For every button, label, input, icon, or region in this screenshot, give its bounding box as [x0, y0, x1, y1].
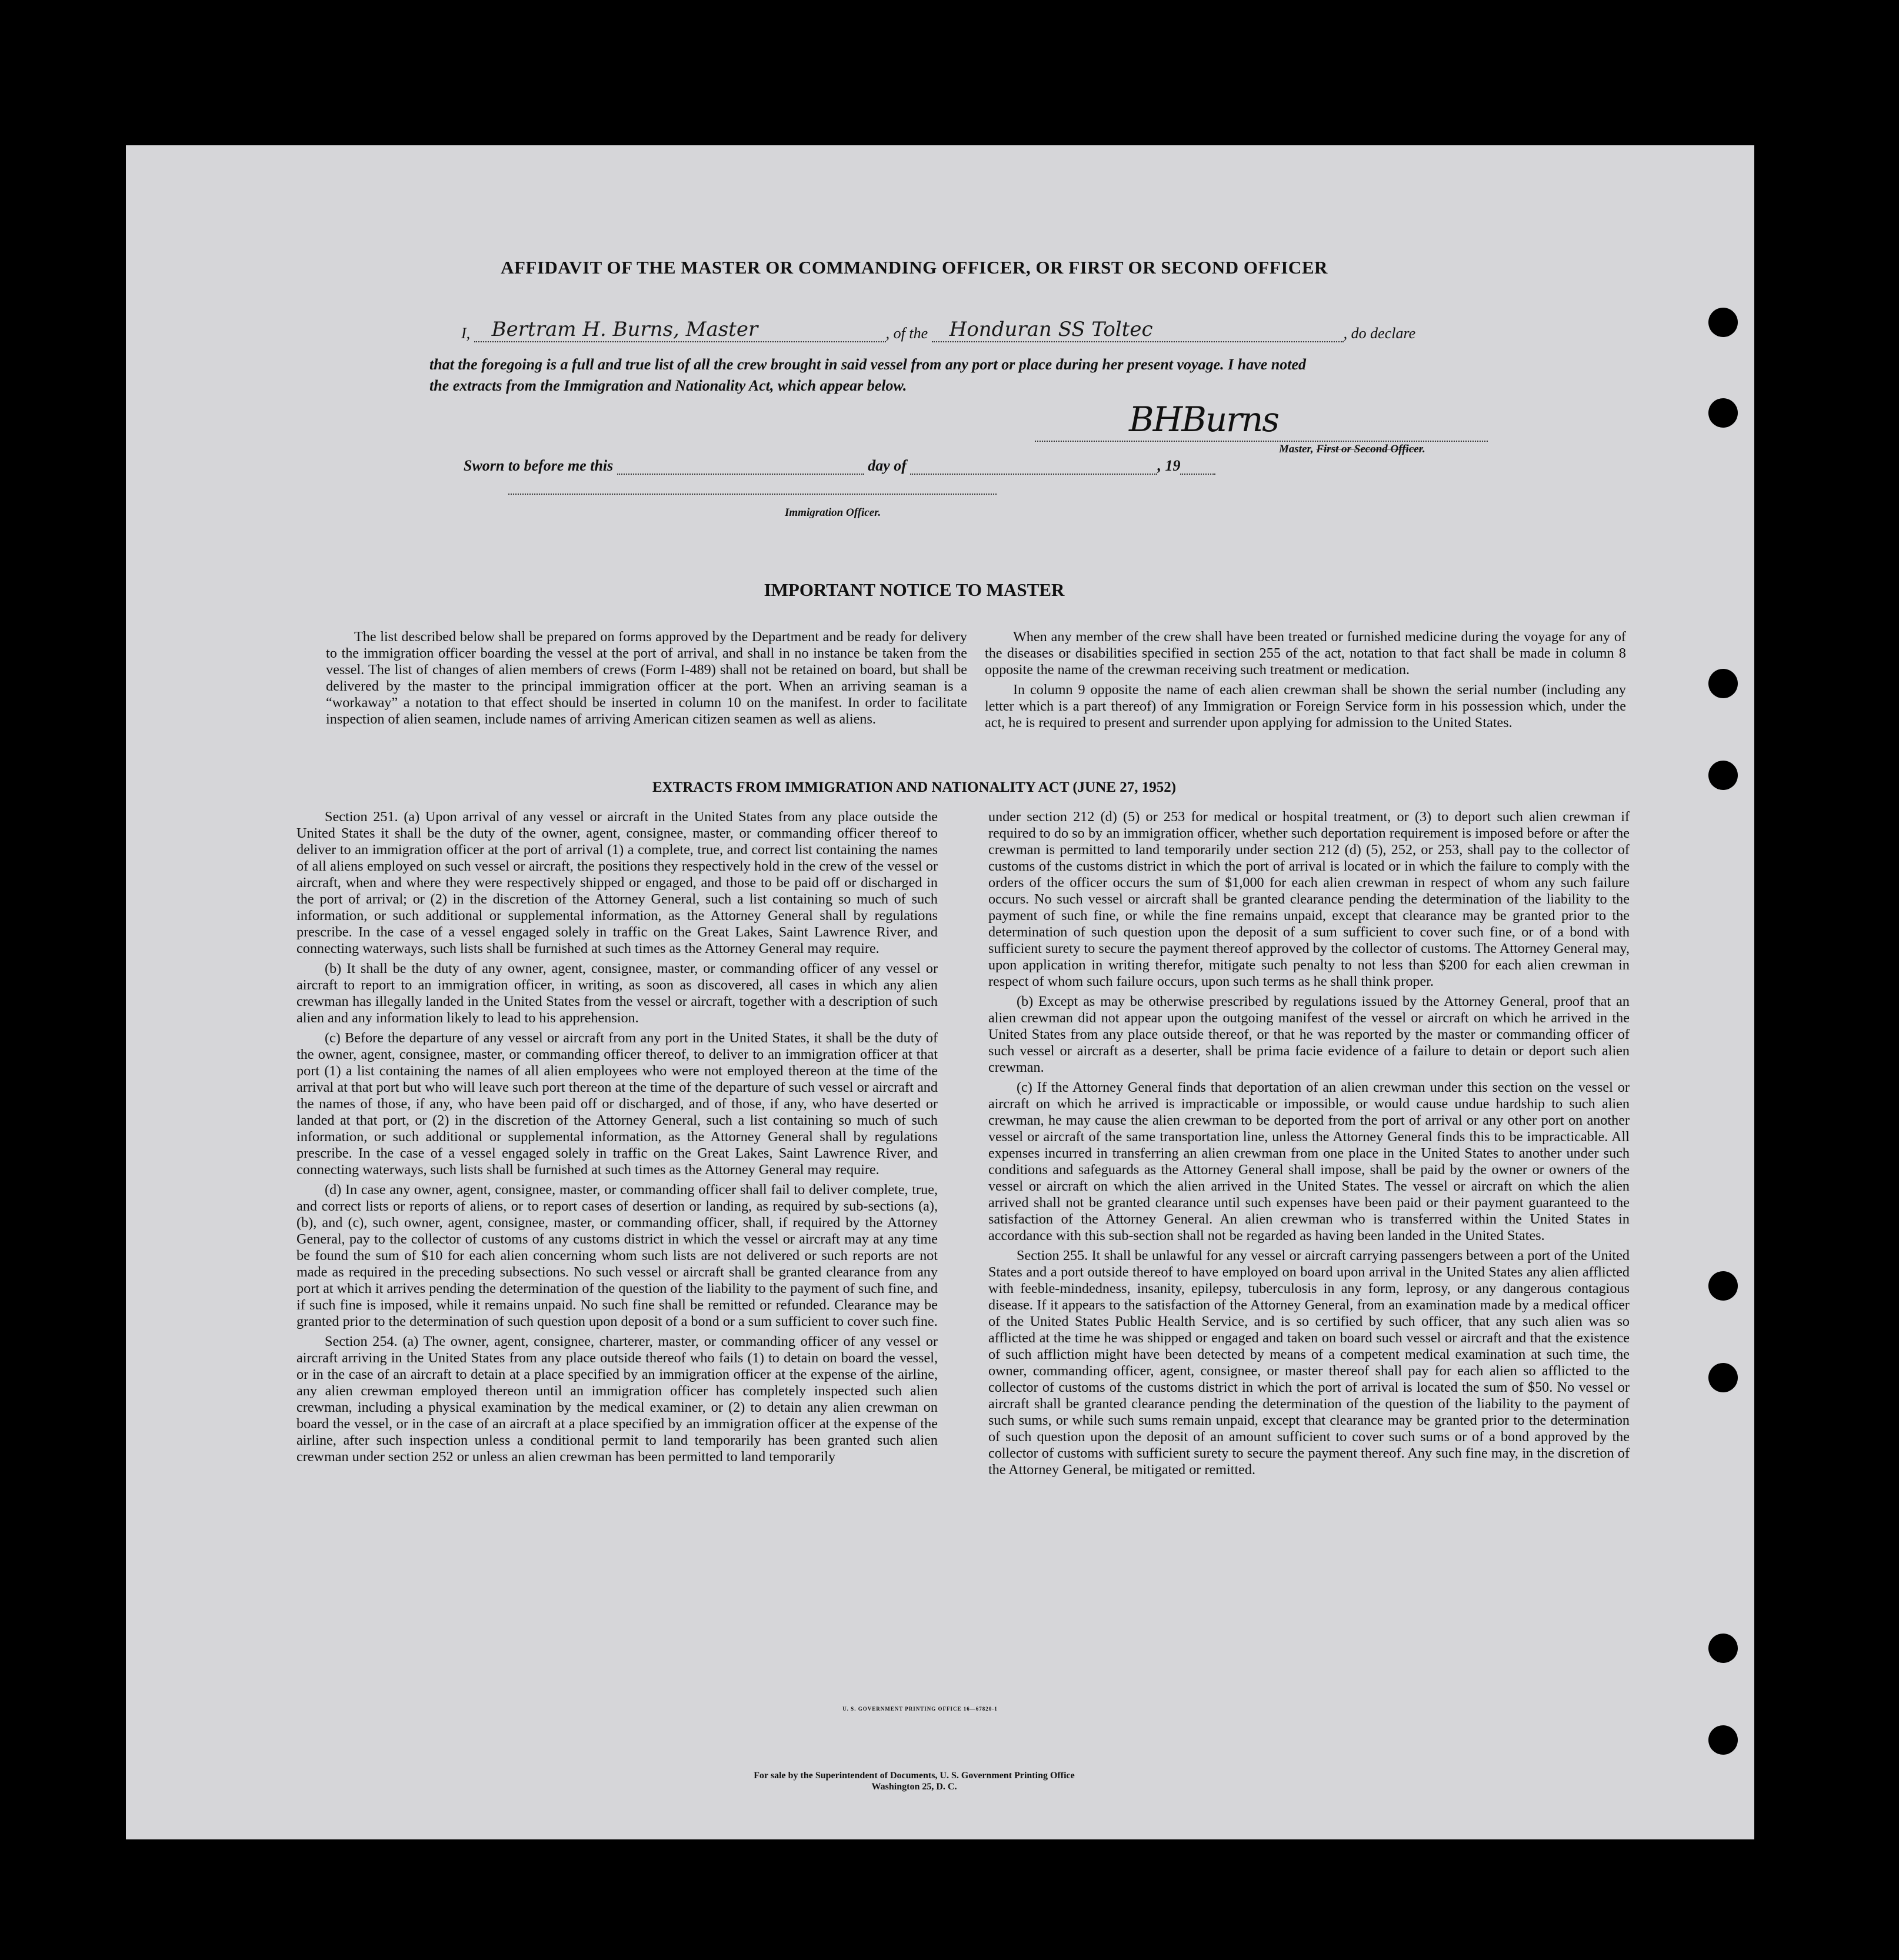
binder-hole [1708, 398, 1738, 428]
notice-left-column [326, 629, 967, 728]
declaration-line [461, 318, 1614, 342]
sale-notice-line-2: Washington 25, D. C. [871, 1782, 957, 1792]
declaration-statement-1: that the foregoing is a full and true list of all the crew brought in said vessel from any port or place during her present voyage. I have noted [429, 356, 1307, 373]
sworn-line [464, 457, 1370, 475]
sworn-month-field [910, 474, 1157, 475]
notice-paragraph: When any member of the crew shall have been treated or furnished medicine during the voyage for any of the diseases or disabilities specified in section 255 of the act, notation to that fact shall be made in column 8 opposite the name of the crewman receiving such treatment or medication. [985, 629, 1626, 678]
notice-paragraph: The list described below shall be prepared on forms approved by the Department and be ready for delivery to the immigration officer boarding the vessel at the port of arrival, and shall in no instance be taken from the vessel. The list of changes of alien members of crews (Form I-489) shall not be retained on board, but shall be delivered by the master to the principal immigration officer at the port. When an arriving seaman is a “workaway” a notation to that effect should be inserted in column 10 on the manifest. In order to facilitate inspection of alien seamen, include names of arriving American citizen seamen as well as aliens. [326, 629, 967, 727]
extract-paragraph: Section 255. It shall be unlawful for any vessel or aircraft carrying passengers between a port of the United States and a port outside thereof to have employed on board upon arrival in the United States any alien afflicted with feeble-mindedness, insanity, epilepsy, tuberculosis in any form, leprosy, or any dangerous contagious disease. If it appears to the satisfaction of the Attorney General, from an examination made by a medical officer of the United States Public Health Service, and is so certified by such officer, that any such alien was so afflicted at the time he was shipped or engaged and taken on board such vessel or aircraft and that the existence of such affliction might have been detected by means of a competent medical examination at such time, the owner, commanding officer, agent, consignee, or master thereof shall pay for each alien so afflicted to the collector of customs of the customs district in which the port of arrival is located the sum of $50. No vessel or aircraft shall be granted clearance pending the determination of the question of the liability to the payment of such sums, or while such sums remain unpaid, except that clearance may be granted prior to the determination of such question upon the deposit of an amount sufficient to cover such sums or of a bond approved by the collector of customs with sufficient surety to secure the payment thereof. Any such fine may, in the discretion of the Attorney General, be mitigated or remitted. [988, 1248, 1630, 1478]
immigration-officer-line [508, 494, 997, 495]
signature-caption-end: . [1422, 443, 1425, 455]
declarant-name-field [474, 318, 886, 342]
affidavit-title: AFFIDAVIT OF THE MASTER OR COMMANDING OFFICER, OR FIRST OR SECOND OFFICER [501, 257, 1328, 278]
extracts-title: EXTRACTS FROM IMMIGRATION AND NATIONALITY ACT (JUNE 27, 1952) [652, 779, 1177, 795]
sale-notice [479, 1770, 1350, 1792]
document-page [126, 145, 1754, 1839]
signature-caption-struck: First or Second Officer [1316, 443, 1423, 455]
sworn-year-field [1180, 474, 1215, 475]
year-label: , 19 [1157, 457, 1181, 474]
sworn-day-field [617, 474, 864, 475]
declaration-prefix: I, [461, 325, 471, 342]
immigration-officer-label: Immigration Officer. [785, 506, 881, 519]
notice-right-column [985, 629, 1626, 731]
extract-paragraph: (b) Except as may be otherwise prescribed by regulations issued by the Attorney General, proof that an alien crewman did not appear upon the outgoing manifest of the vessel or aircraft on which he arrived in the United States from any place outside thereof, or that he was reported by the master or commanding officer of such vessel or aircraft as a deserter, shall be prima facie evidence of a failure to detain or deport such alien crewman. [988, 994, 1630, 1075]
extracts-right-column [988, 809, 1630, 1478]
of-label: , of the [885, 325, 928, 342]
day-of-label: day of [868, 457, 907, 474]
binder-hole [1708, 669, 1738, 698]
extract-paragraph: (c) Before the departure of any vessel or aircraft from any port in the United States, it shall be the duty of the owner, agent, consignee, master, or commanding officer thereof, to deliver to an immigration officer at that port (1) a list containing the names of all alien employees who were not employed thereon at the time of the arrival at that port but who will leave such port thereon at the time of the departure of such vessel or aircraft and the names of those, if any, who have been paid off or discharged, and of those, if any, who have deserted or landed at that port, or (2) in the discretion of the Attorney General, such a list containing so much of such information, or such additional or supplemental information, as the Attorney General shall by regulations prescribe. In the case of a vessel engaged solely in traffic on the Great Lakes, Saint Lawrence River, and connecting waterways, such lists shall be furnished at such times as the Attorney General may require. [296, 1030, 938, 1178]
extract-paragraph: under section 212 (d) (5) or 253 for medical or hospital treatment, or (3) to deport such alien crewman if required to do so by an immigration officer, whether such deportation requirement is imposed before or after the crewman is permitted to land temporarily under section 212 (d) (5), 252, or 253, shall pay to the collector of customs of the customs district in which the port of arrival is located or in which the failure to comply with the orders of the officer occurs the sum of $1,000 for each alien crewman in respect of whom any such failure occurs. No such vessel or aircraft shall be granted clearance pending the determination of the liability to the payment of such fine, or while the fine remains unpaid, except that clearance may be granted prior to the determination of such question upon the deposit of a sum sufficient to cover such fine, or of a bond with sufficient surety to secure the payment thereof approved by the collector of customs. The Attorney General may, upon application in writing therefor, mitigate such penalty to not less than $200 for each alien crewman in respect of whom such failure occurs, upon such terms as he shall think proper. [988, 809, 1630, 989]
notice-title: IMPORTANT NOTICE TO MASTER [764, 579, 1065, 600]
binder-hole [1708, 1634, 1738, 1663]
declarant-name: Bertram H. Burns, Master [491, 318, 758, 341]
binder-hole [1708, 761, 1738, 790]
extract-paragraph: Section 254. (a) The owner, agent, consignee, charterer, master, or commanding officer of any vessel or aircraft arriving in the United States from any place outside thereof who fails (1) to detain on board the vessel, or in the case of an aircraft to detain at a place specified by an immigration officer at the expense of the airline, any alien crewman employed thereon until an immigration officer has completely inspected such alien crewman, including a physical examination by the medical examiner, or (2) to detain any alien crewman on board the vessel, or in the case of an aircraft at a place specified by an immigration officer at the expense of the airline, after such inspection unless a conditional permit to land temporarily has been granted such alien crewman under section 252 or unless an alien crewman has been permitted to land temporarily [296, 1334, 938, 1465]
sale-notice-line-1: For sale by the Superintendent of Documents, U. S. Government Printing Office [754, 1771, 1075, 1781]
vessel-name-field [932, 318, 1344, 342]
extract-paragraph: (b) It shall be the duty of any owner, agent, consignee, master, or commanding officer of any vessel or aircraft to report to an immigration officer, in writing, as soon as discovered, all cases in which any alien crewman has illegally landed in the United States from the vessel or aircraft, together with a description of such alien and any information likely to lead to his apprehension. [296, 961, 938, 1026]
extract-paragraph: (c) If the Attorney General finds that deportation of an alien crewman under this section on the vessel or aircraft on which he arrived is impracticable or impossible, or would cause undue hardship to such alien crewman, he may cause the alien crewman to be deported from the port of arrival or any other port on another vessel or aircraft of the same transportation line, unless the Attorney General finds this to be impracticable. All expenses incurred in transferring an alien crewman from one place in the United States to another under such conditions and safeguards as the Attorney General shall impose, shall be paid by the owner or owners of the vessel or aircraft on which the alien arrived in the United States. The vessel or aircraft on which the alien arrived shall not be granted clearance until such expenses have been paid or their payment guaranteed to the satisfaction of the Attorney General. An alien crewman who is transferred within the United States in accordance with this sub-section shall not be regarded as having been landed in the United States. [988, 1079, 1630, 1244]
signature-caption-master: Master, [1279, 443, 1314, 455]
vessel-name: Honduran SS Toltec [949, 318, 1153, 341]
extracts-left-column [296, 809, 938, 1465]
signature-caption [1279, 443, 1425, 456]
binder-hole [1708, 1725, 1738, 1755]
gpo-imprint: U. S. GOVERNMENT PRINTING OFFICE 16—67820-1 [842, 1706, 998, 1712]
extract-paragraph: (d) In case any owner, agent, consignee, master, or commanding officer shall fail to deliver complete, true, and correct lists or reports of aliens, or to report cases of desertion or landing, as required by sub-sections (a), (b), and (c), such owner, agent, consignee, master, or commanding officer, shall, if required by the Attorney General, pay to the collector of customs of any customs district in which the vessel or aircraft may at any time be found the sum of $10 for each alien concerning whom such lists are not delivered or such reports are not made as required in the preceding subsections. No such vessel or aircraft shall be granted clearance from any port at which it arrives pending the determination of the question of the liability to the payment of such fine, and if such fine is imposed, while it remains unpaid. No such fine shall be remitted or refunded. Clearance may be granted prior to the determination of such question upon deposit of a bond or a sum sufficient to cover such fine. [296, 1182, 938, 1329]
binder-hole [1708, 308, 1738, 337]
binder-hole [1708, 1271, 1738, 1301]
declaration-statement-2: the extracts from the Immigration and Nationality Act, which appear below. [429, 377, 907, 394]
master-signature: BHBurns [1129, 399, 1279, 439]
notice-paragraph: In column 9 opposite the name of each alien crewman shall be shown the serial number (including any letter which is a part thereof) of any Immigration or Foreign Service form in his possession which, under the act, he is required to present and surrender upon applying for admission to the United States. [985, 682, 1626, 731]
sworn-label: Sworn to before me this [464, 457, 614, 474]
master-signature-line [1035, 399, 1488, 442]
extract-paragraph: Section 251. (a) Upon arrival of any vessel or aircraft in the United States from any place outside the United States it shall be the duty of the owner, agent, consignee, master, or commanding officer thereof to deliver to an immigration officer at the port of arrival (1) a complete, true, and correct list containing the names of all aliens employed on such vessel or aircraft, the positions they respectively hold in the crew of the vessel or aircraft, when and where they were respectively shipped or engaged, and those to be paid off or discharged in the port of arrival; or (2) in the discretion of the Attorney General, such a list containing so much of such information, or such additional or supplemental information, as the Attorney General shall by regulations prescribe. In the case of a vessel engaged solely in traffic on the Great Lakes, Saint Lawrence River, and connecting waterways, such lists shall be furnished at such times as the Attorney General may require. [296, 809, 938, 956]
binder-hole [1708, 1363, 1738, 1392]
declare-label: , do declare [1343, 325, 1416, 342]
